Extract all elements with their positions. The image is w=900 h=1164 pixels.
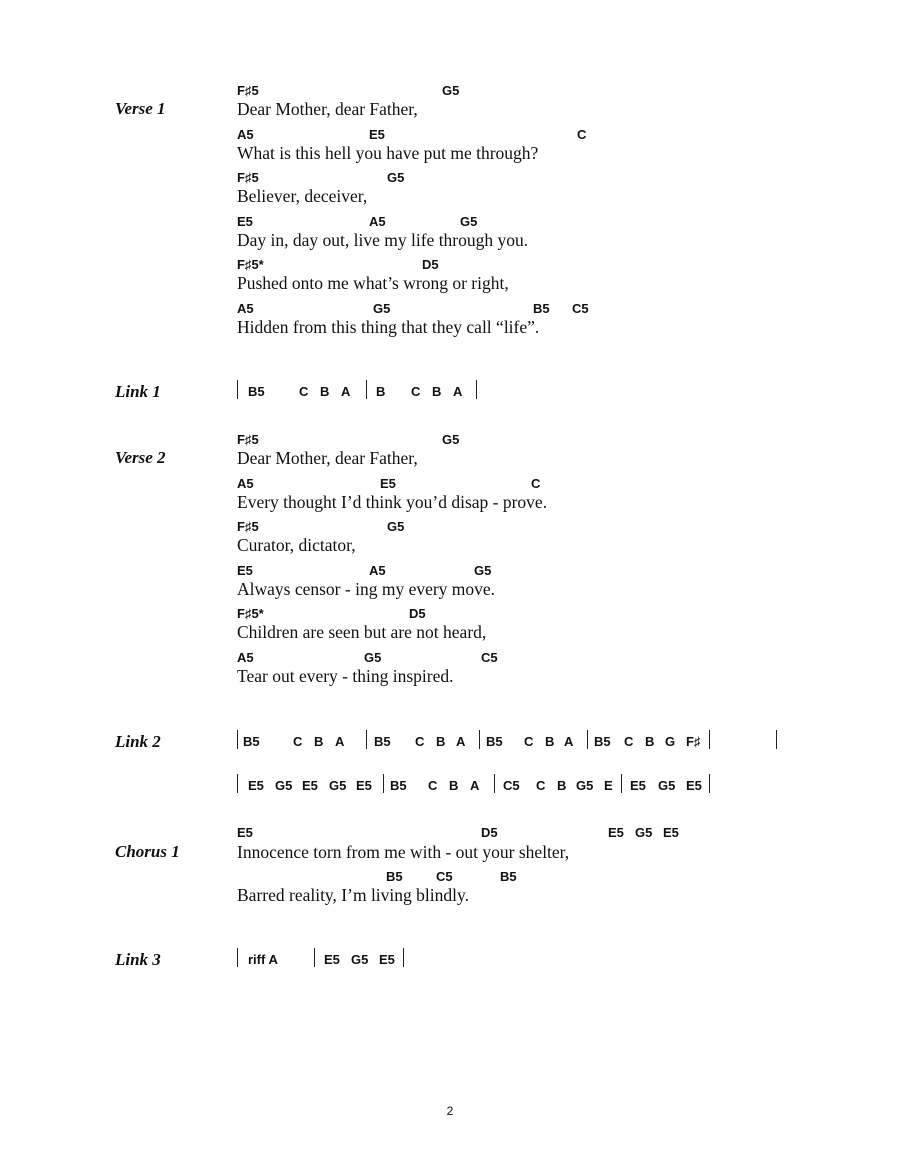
chord: B [376, 384, 386, 399]
chord: A [470, 778, 480, 793]
chord: F♯5* [237, 606, 264, 621]
chord: B5 [386, 869, 403, 884]
barline [776, 730, 777, 749]
chord: F♯5 [237, 432, 259, 447]
chord: G5 [658, 778, 676, 793]
chord: C [577, 127, 587, 142]
lyric-line: What is this hell you have put me through? [237, 143, 539, 163]
chord: C [415, 734, 425, 749]
barline [476, 380, 477, 399]
chord: B [432, 384, 442, 399]
barline [494, 774, 495, 793]
chord: C [428, 778, 438, 793]
chord: C [624, 734, 634, 749]
chord: D5 [409, 606, 426, 621]
barline [237, 774, 238, 793]
chord: B [645, 734, 655, 749]
barline [237, 380, 238, 399]
chord: B5 [248, 384, 265, 399]
lyric-line: Believer, deceiver, [237, 186, 368, 206]
barline [479, 730, 480, 749]
chord: B [320, 384, 330, 399]
chord: E5 [302, 778, 318, 793]
chord: B5 [243, 734, 260, 749]
chord: E [604, 778, 613, 793]
chord: G5 [474, 563, 492, 578]
chord: B [557, 778, 567, 793]
chord: F♯5 [237, 83, 259, 98]
section-label-verse-2: Verse 2 [115, 448, 166, 467]
lyric-line: Tear out every - thing inspired. [237, 666, 454, 686]
lyric-line: Pushed onto me what’s wrong or right, [237, 273, 509, 293]
barline [709, 774, 710, 793]
lyric-line: Always censor - ing my every move. [237, 579, 496, 599]
chord: E5 [324, 952, 340, 967]
chord: A5 [237, 301, 254, 316]
chord: B5 [486, 734, 503, 749]
chord: E5 [237, 214, 253, 229]
barline [709, 730, 710, 749]
lyric-line: Dear Mother, dear Father, [237, 99, 418, 119]
chord: G5 [460, 214, 478, 229]
barline [383, 774, 384, 793]
barline [314, 948, 315, 967]
barline [403, 948, 404, 967]
chord: E5 [237, 563, 253, 578]
lyric-line: Innocence torn from me with - out your shelter, [237, 842, 570, 862]
chord: A5 [237, 127, 254, 142]
barline [366, 380, 367, 399]
barline [621, 774, 622, 793]
chord: C [299, 384, 309, 399]
lyric-line: Curator, dictator, [237, 535, 356, 555]
chord: B5 [594, 734, 611, 749]
chord: E5 [686, 778, 702, 793]
chord: C [293, 734, 303, 749]
chord: B [545, 734, 555, 749]
chord: E5 [248, 778, 264, 793]
chord: G5 [387, 519, 405, 534]
lyric-line: Day in, day out, live my life through you. [237, 230, 529, 250]
chord: E5 [663, 825, 679, 840]
chord: D5 [481, 825, 498, 840]
chord: G5 [373, 301, 391, 316]
chord: F♯5* [237, 257, 264, 272]
barline [366, 730, 367, 749]
chord: A5 [237, 476, 254, 491]
barline [587, 730, 588, 749]
chord: A [341, 384, 351, 399]
chord: E5 [369, 127, 385, 142]
chord: D5 [422, 257, 439, 272]
section-label-link-1: Link 1 [115, 382, 161, 401]
chord: G5 [275, 778, 293, 793]
lyric-line: Barred reality, I’m living blindly. [237, 885, 469, 905]
chord: C [536, 778, 546, 793]
lyric-line: Hidden from this thing that they call “life”. [237, 317, 540, 337]
section-label-verse-1: Verse 1 [115, 99, 166, 118]
lyric-line: Every thought I’d think you’d disap - prove. [237, 492, 548, 512]
chord: A [453, 384, 463, 399]
chord: C5 [572, 301, 589, 316]
section-label-chorus-1: Chorus 1 [115, 842, 180, 861]
chord: F♯ [686, 734, 701, 749]
riff-label: riff A [248, 952, 278, 967]
chord: E5 [380, 476, 396, 491]
chord: B [436, 734, 446, 749]
chord: G5 [387, 170, 405, 185]
chord: C [524, 734, 534, 749]
chord: G5 [442, 432, 460, 447]
chord: B5 [390, 778, 407, 793]
chord: G5 [635, 825, 653, 840]
chord: C5 [481, 650, 498, 665]
section-label-link-3: Link 3 [115, 950, 161, 969]
chord: F♯5 [237, 170, 259, 185]
barline [237, 948, 238, 967]
chord: B5 [374, 734, 391, 749]
chord: A5 [369, 214, 386, 229]
chord: E5 [356, 778, 372, 793]
chord: G5 [351, 952, 369, 967]
chord: C [411, 384, 421, 399]
chord: A5 [237, 650, 254, 665]
chord: G5 [364, 650, 382, 665]
chord: G5 [442, 83, 460, 98]
chord: A5 [369, 563, 386, 578]
lyric-line: Dear Mother, dear Father, [237, 448, 418, 468]
chord: E5 [237, 825, 253, 840]
chord: C [531, 476, 541, 491]
chord: C5 [503, 778, 520, 793]
lyric-line: Children are seen but are not heard, [237, 622, 487, 642]
chord: A [335, 734, 345, 749]
chord: E5 [379, 952, 395, 967]
chord: B5 [533, 301, 550, 316]
chord: B [449, 778, 459, 793]
chord: G [665, 734, 676, 749]
chord: C5 [436, 869, 453, 884]
barline [237, 730, 238, 749]
chord: E5 [608, 825, 624, 840]
chord: G5 [329, 778, 347, 793]
chord: B5 [500, 869, 517, 884]
page-number: 2 [446, 1104, 454, 1118]
chord: G5 [576, 778, 594, 793]
chord: F♯5 [237, 519, 259, 534]
chord: B [314, 734, 324, 749]
section-label-link-2: Link 2 [115, 732, 161, 751]
chord: A [564, 734, 574, 749]
chord: E5 [630, 778, 646, 793]
chord: A [456, 734, 466, 749]
